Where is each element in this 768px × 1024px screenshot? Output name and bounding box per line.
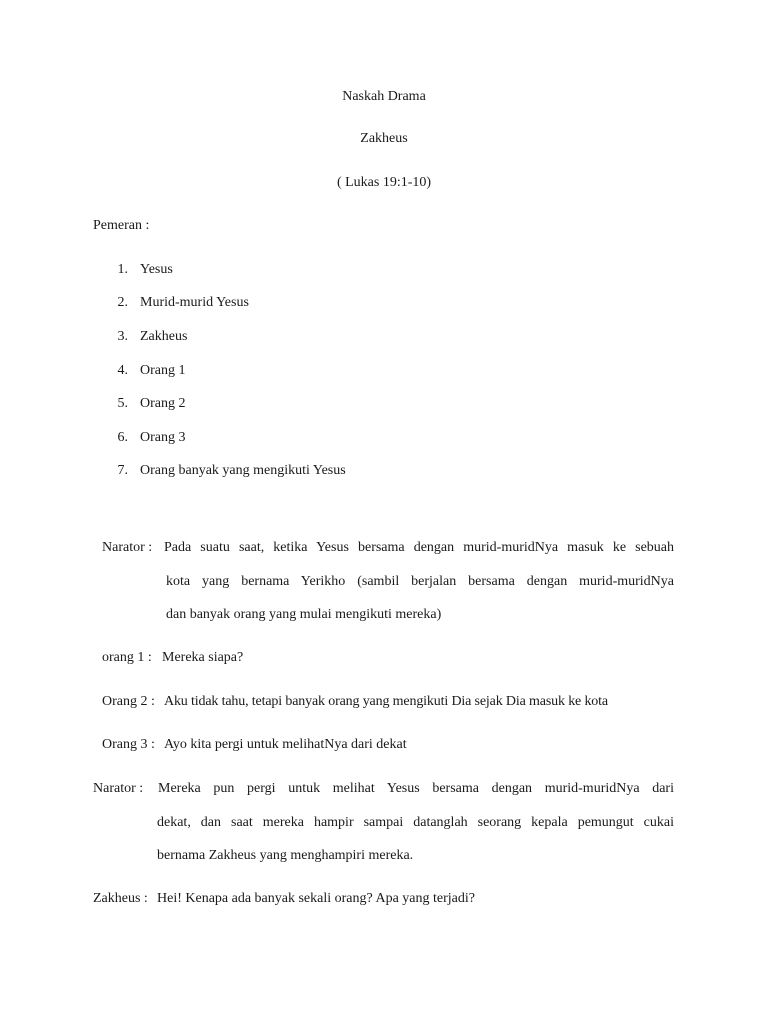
list-item-name: Orang 1 <box>140 363 186 378</box>
dialog-line: kota yang bernama Yerikho (sambil berjalan bersama dengan murid-muridNya <box>166 574 674 589</box>
document-subtitle: Zakheus <box>360 131 408 146</box>
dialog-line: Mereka pun pergi untuk melihat Yesus bersama dengan murid-muridNya dari <box>158 781 674 796</box>
dialog-line: dan banyak orang yang mulai mengikuti mereka) <box>166 607 442 622</box>
list-item-number: 4. <box>117 363 128 378</box>
list-item-number: 2. <box>117 295 128 310</box>
dialog-line: Pada suatu saat, ketika Yesus bersama dengan murid-muridNya masuk ke sebuah <box>164 540 674 555</box>
list-item-name: Orang 2 <box>140 396 186 411</box>
speaker-label: Orang 2 : <box>102 694 155 709</box>
speaker-label: Zakheus : <box>93 891 148 906</box>
list-item-name: Orang 3 <box>140 430 186 445</box>
scripture-reference: ( Lukas 19:1-10) <box>336 175 432 190</box>
dialog-line: Mereka siapa? <box>162 650 244 665</box>
dialog-line: Hei! Kenapa ada banyak sekali orang? Apa yang terjadi? <box>157 891 475 906</box>
dialog-orang-1 <box>102 650 674 670</box>
dialog-orang-2 <box>102 694 674 714</box>
list-item-number: 6. <box>117 430 128 445</box>
dialog-narrator-2 <box>93 781 674 871</box>
speaker-label: Narator : <box>102 540 153 555</box>
list-item-name: Zakheus <box>140 329 188 344</box>
speaker-label: orang 1 : <box>102 650 152 665</box>
dialog-line: bernama Zakheus yang menghampiri mereka. <box>157 848 414 863</box>
document-title: Naskah Drama <box>342 89 426 104</box>
dialog-line: Ayo kita pergi untuk melihatNya dari dekat <box>164 737 407 752</box>
list-item-number: 1. <box>117 262 128 277</box>
speaker-label: Narator : <box>93 781 144 796</box>
dialog-line: Aku tidak tahu, tetapi banyak orang yang mengikuti Dia sejak Dia masuk ke kota <box>164 694 608 709</box>
dialog-zakheus <box>93 891 674 911</box>
dialog-line: dekat, dan saat mereka hampir sampai datanglah seorang kepala pemungut cukai <box>157 815 674 830</box>
list-item-name: Yesus <box>140 262 173 277</box>
list-item-name: Murid-murid Yesus <box>140 295 249 310</box>
dialog-narrator-1 <box>102 540 674 630</box>
list-item-number: 5. <box>117 396 128 411</box>
cast-label: Pemeran : <box>93 218 150 233</box>
speaker-label: Orang 3 : <box>102 737 155 752</box>
list-item-number: 7. <box>117 463 128 478</box>
list-item-number: 3. <box>117 329 128 344</box>
dialog-orang-3 <box>102 737 674 757</box>
list-item-name: Orang banyak yang mengikuti Yesus <box>140 463 346 478</box>
